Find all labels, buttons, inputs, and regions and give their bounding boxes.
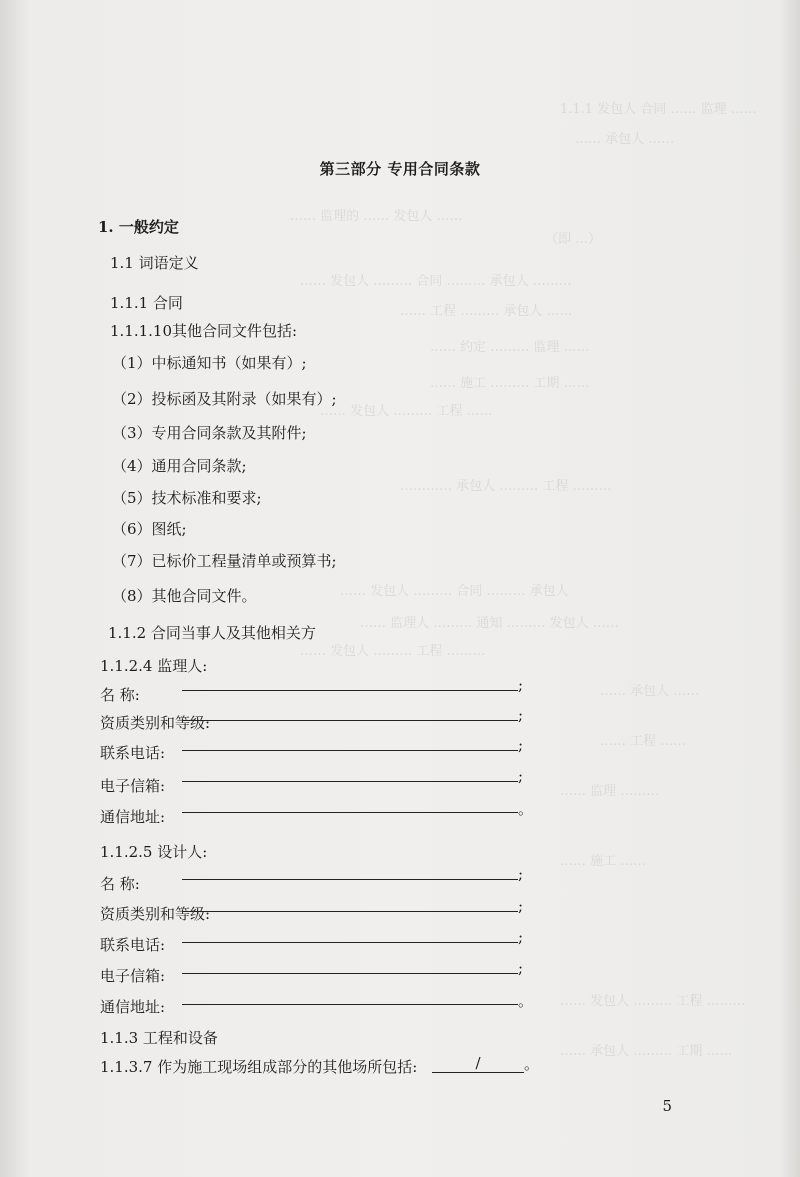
document-title: 第三部分 专用合同条款 (319, 160, 481, 178)
field-end-punct: ; (518, 706, 524, 724)
doc-list-item: （6）图纸; (112, 520, 187, 538)
designer-name-label: 名 称: (100, 875, 140, 893)
designer-address-field[interactable] (182, 1004, 518, 1005)
field-end-punct: ; (518, 865, 524, 883)
supervisor-name-field[interactable] (182, 690, 518, 691)
designer-email-field[interactable] (182, 973, 518, 974)
field-end-punct: ; (518, 897, 524, 915)
section-1-1-3-7-text: 1.1.3.7 作为施工现场组成部分的其他场所包括: (100, 1058, 418, 1076)
field-end-punct: ; (518, 928, 524, 946)
supervisor-qualification-label: 资质类别和等级: (100, 714, 211, 732)
section-1-1-2-5-heading: 1.1.2.5 设计人: (100, 843, 208, 861)
supervisor-phone-label: 联系电话: (100, 744, 166, 762)
field-end-punct: ; (518, 959, 524, 977)
other-sites-field[interactable]: / (432, 1054, 524, 1073)
doc-list-item: （3）专用合同条款及其附件; (112, 424, 307, 442)
page-number: 5 (662, 1097, 672, 1115)
designer-qualification-field[interactable] (182, 911, 518, 912)
supervisor-name-label: 名 称: (100, 686, 140, 704)
section-1-heading: 1. 一般约定 (98, 218, 179, 236)
field-end-punct: 。 (518, 992, 534, 1010)
doc-list-item: （5）技术标准和要求; (112, 489, 262, 507)
field-end-punct: ; (518, 676, 524, 694)
designer-address-label: 通信地址: (100, 998, 166, 1016)
section-1-1-1-10-heading: 1.1.1.10其他合同文件包括: (110, 322, 298, 340)
doc-list-item: （1）中标通知书（如果有）; (112, 354, 307, 372)
supervisor-email-field[interactable] (182, 781, 518, 782)
section-1-1-2-4-heading: 1.1.2.4 监理人: (100, 657, 208, 675)
supervisor-phone-field[interactable] (182, 750, 518, 751)
field-end-punct: 。 (524, 1055, 540, 1073)
designer-email-label: 电子信箱: (100, 967, 166, 985)
doc-list-item: （7）已标价工程量清单或预算书; (112, 552, 337, 570)
designer-name-field[interactable] (182, 879, 518, 880)
supervisor-email-label: 电子信箱: (100, 777, 166, 795)
section-1-1-3-heading: 1.1.3 工程和设备 (100, 1029, 218, 1047)
field-end-punct: 。 (518, 800, 534, 818)
section-1-1-2-heading: 1.1.2 合同当事人及其他相关方 (108, 624, 316, 642)
doc-list-item: （8）其他合同文件。 (112, 587, 257, 605)
designer-phone-label: 联系电话: (100, 936, 166, 954)
field-end-punct: ; (518, 767, 524, 785)
designer-qualification-label: 资质类别和等级: (100, 905, 211, 923)
field-end-punct: ; (518, 736, 524, 754)
section-1-1-heading: 1.1 词语定义 (110, 254, 199, 272)
doc-list-item: （4）通用合同条款; (112, 457, 247, 475)
document-page: 1.1.1 发包人 合同 …… 监理 …… …… 承包人 …… …… 监理的 …… 发包人 …… （即 …） …… 发包人 ……… 合同 ……… 承包人 ……… …… 工程 ……… 承包人 …… …… 约定 ……… 监理 …… …… 施工 ……… 工期 …… …… 发包人 ……… 工程 …… ………… 承包人 ……… 工程 ……… …… 发包人 ……… 合同 ……… 承包人 …… 监理人 ……… 通知 ……… 发包人 …… …… 发包人 ……… 工程 ……… …… 承包人 …… …… 工程 …… …… 监理 ……… …… 施工 …… …… 发包人 ……… 工程 ……… …… 承包人 ……… 工期 …… 第三部分 专用合同条款 1. 一般约定 1.1 词语定义 1.1.1 合同 1.1.1.10其他合同文件包括: （1）中标通知书（如果有）; （2）投标函及其附录（如果有）; （3）专用合同条款及其附件; （4）通用合同条款; （5）技术标准和要求; （6）图纸; （7）已标价工程量清单或预算书; （8）其他合同文件。 1.1.2 合同当事人及其他相关方 1.1.2.4 监理人: 名 称: ; 资质类别和等级: ; 联系电话: ; 电子信箱: ; 通信地址: 。 1.1.2.5 设计人: 名 称: ; 资质类别和等级: ; 联系电话: ; 电子信箱: ; 通信地址: 。 1.1.3 工程和设备 1.1.3.7 作为施工现场组成部分的其他场所包括: / 。 5 (0, 0, 800, 1177)
doc-list-item: （2）投标函及其附录（如果有）; (112, 390, 337, 408)
designer-phone-field[interactable] (182, 942, 518, 943)
supervisor-qualification-field[interactable] (182, 720, 518, 721)
supervisor-address-label: 通信地址: (100, 808, 166, 826)
section-1-1-1-heading: 1.1.1 合同 (110, 294, 183, 312)
supervisor-address-field[interactable] (182, 812, 518, 813)
